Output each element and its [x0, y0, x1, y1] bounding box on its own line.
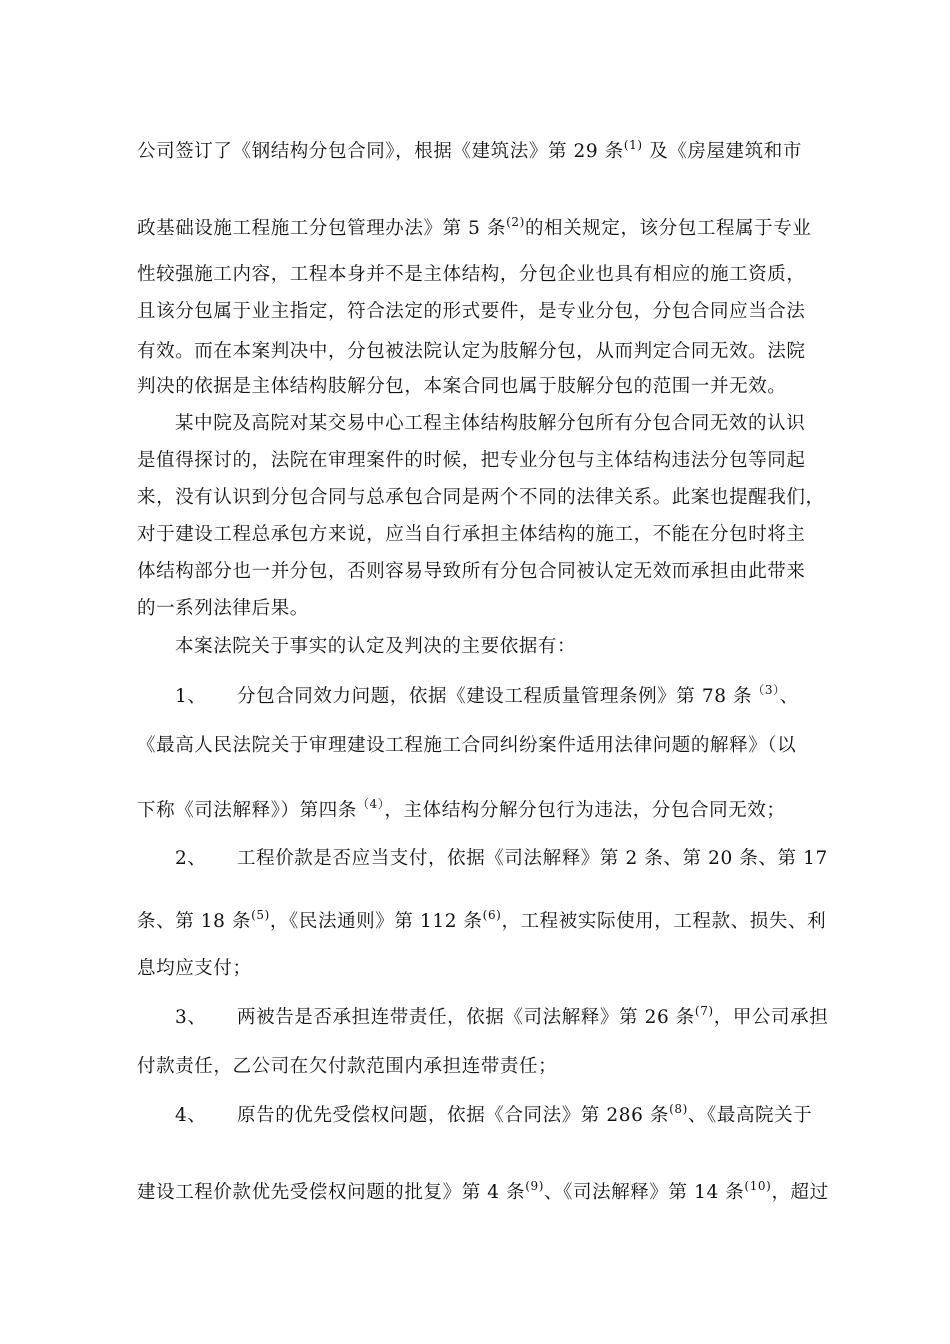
footnote-ref-8[interactable]: (8): [669, 1102, 688, 1116]
footnote-ref-9[interactable]: (9): [525, 1179, 545, 1193]
footnote-ref-7[interactable]: (7): [694, 1004, 714, 1018]
item-2-number: 2、: [175, 848, 207, 869]
item-2-line-3: 息均应支付；: [137, 958, 252, 979]
p2-line-2: 是值得探讨的，法院在审理案件的时候，把专业分包与主体结构违法分包等同起: [137, 450, 806, 471]
item-4-line-2: 建设工程价款优先受偿权问题的批复》第 4 条$^{(9)}$、《司法解释》第 14 条$^{(10)}$，超过: [137, 1179, 829, 1203]
item-3-line-1: 3、 两被告是否承担连带责任，依据《司法解释》第 26 条$^{(7)}$，甲公司承担: [175, 1004, 829, 1028]
p2-line-3: 来，没有认识到分包合同与总承包合同是两个不同的法律关系。此案也提醒我们，: [137, 487, 825, 508]
item-3-line-2: 付款责任，乙公司在欠付款范围内承担连带责任；: [137, 1056, 558, 1077]
item-2-line-1: 2、 工程价款是否应当支付，依据《司法解释》第 2 条、第 20 条、第 17: [175, 848, 828, 869]
p1-line-5: 有效。而在本案判决中，分包被法院认定为肢解分包，从而判定合同无效。法院: [137, 341, 806, 362]
item-1-number: 1、: [175, 686, 207, 707]
footnote-ref-2[interactable]: (2): [506, 215, 525, 229]
p2-line-6: 的一系列法律后果。: [137, 598, 309, 619]
footnote-ref-6[interactable]: (6): [482, 908, 502, 922]
item-4-number: 4、: [175, 1105, 207, 1126]
p1-line-4: 且该分包属于业主指定，符合法定的形式要件，是专业分包，分包合同应当合法: [137, 301, 806, 322]
item-1-line-2: 《最高人民法院关于审理建设工程施工合同纠纷案件适用法律问题的解释》（以: [137, 735, 797, 756]
footnote-ref-4[interactable]: （4）: [356, 797, 385, 811]
footnote-ref-1[interactable]: (1): [623, 138, 643, 152]
p3-line-1: 本案法院关于事实的认定及判决的主要依据有：: [175, 636, 577, 657]
footnote-ref-5[interactable]: (5): [251, 908, 270, 922]
item-1-line-3: 下称《司法解释》）第四条$^{(4)}$，主体结构分解分包行为违法，分包合同无效；: [137, 797, 786, 821]
footnote-ref-3[interactable]: （3）: [752, 683, 780, 697]
p2-line-5: 体结构部分也一并分包，否则容易导致所有分包合同被认定无效而承担由此带来: [137, 561, 806, 582]
p2-line-4: 对于建设工程总承包方来说，应当自行承担主体结构的施工，不能在分包时将主: [137, 524, 806, 545]
item-1-line-1: 1、 分包合同效力问题，依据《建设工程质量管理条例》第 78 条$^{(3)}$、: [175, 683, 799, 707]
p1-line-6: 判决的依据是主体结构肢解分包，本案合同也属于肢解分包的范围一并无效。: [137, 376, 787, 397]
p2-line-1: 某中院及高院对某交易中心工程主体结构肢解分包所有分包合同无效的认识: [175, 413, 806, 434]
p1-line-1: 公司签订了《钢结构分包合同》，根据《建筑法》第 29 条$^{(1)}$ 及《房屋建筑和市: [137, 138, 802, 162]
item-2-line-2: 条、第 18 条$^{(5)}$，《民法通则》第 112 条$^{(6)}$，工程被实际使用，工程款、损失、利: [137, 908, 827, 932]
item-3-number: 3、: [175, 1007, 207, 1028]
p1-line-2: 政基础设施工程施工分包管理办法》第 5 条$^{(2)}$的相关规定，该分包工程属于专业: [137, 215, 812, 239]
item-4-line-1: 4、 原告的优先受偿权问题，依据《合同法》第 286 条$^{(8)}$、《最高院关于: [175, 1102, 813, 1126]
footnote-ref-10[interactable]: (10): [744, 1179, 772, 1193]
p1-line-3: 性较强施工内容，工程本身并不是主体结构，分包企业也具有相应的施工资质，: [137, 264, 806, 285]
